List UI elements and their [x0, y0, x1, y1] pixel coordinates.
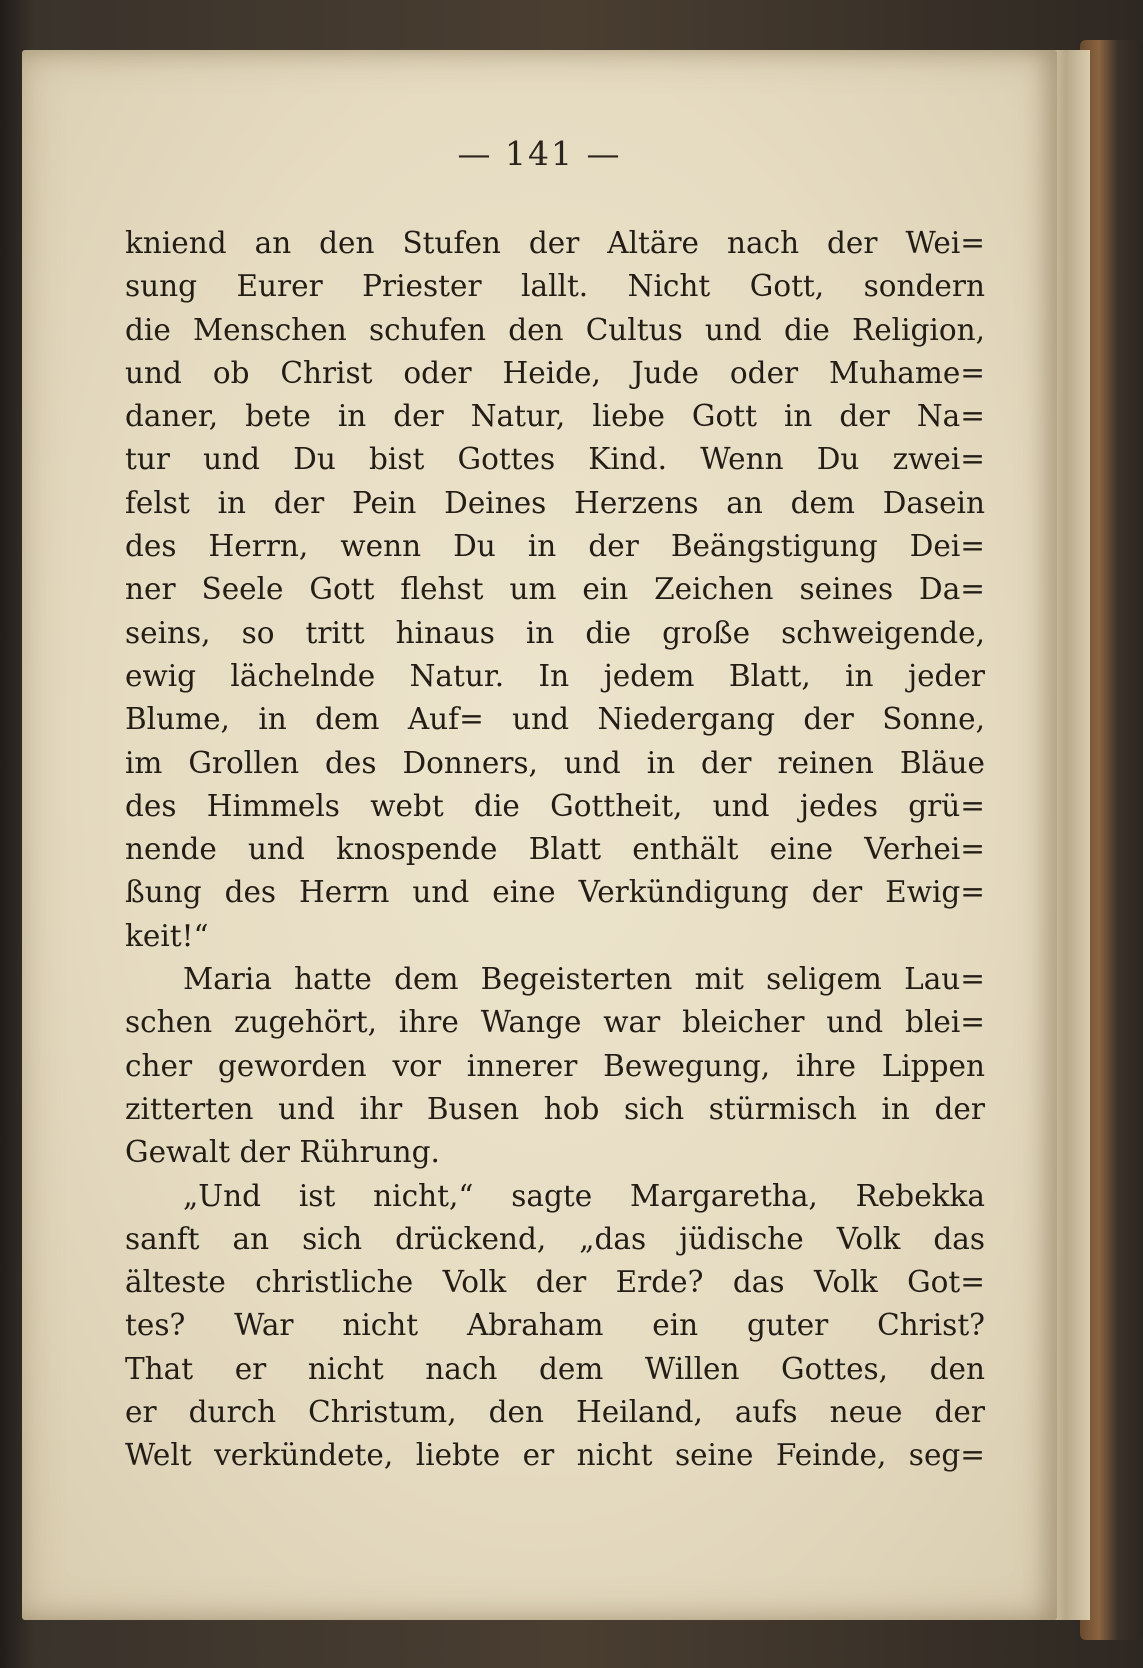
text-line: und ob Christ oder Heide, Jude oder Muhame=	[125, 355, 985, 390]
text-line: er durch Christum, den Heiland, aufs neue der	[125, 1395, 985, 1430]
text-line: zitterten und ihr Busen hob sich stürmisch in der	[125, 1091, 985, 1126]
text-line: felst in der Pein Deines Herzens an dem Dasein	[125, 485, 985, 520]
text-line: „Und ist nicht,“ sagte Margaretha, Rebekka	[183, 1178, 985, 1213]
text-line: sung Eurer Priester lallt. Nicht Gott, sondern	[125, 269, 985, 304]
text-line: seins, so tritt hinaus in die große schweigende,	[125, 615, 985, 650]
text-line: ewig lächelnde Natur. In jedem Blatt, in jeder	[125, 658, 985, 693]
text-line: Maria hatte dem Begeisterten mit seligem Lau=	[183, 962, 985, 997]
text-line: älteste christliche Volk der Erde? das Volk Got=	[125, 1265, 985, 1300]
text-line: daner, bete in der Natur, liebe Gott in der Na=	[125, 399, 985, 434]
text-line: die Menschen schufen den Cultus und die Religion,	[125, 312, 985, 347]
text-line: Welt verkündete, liebte er nicht seine Feinde, seg=	[125, 1438, 985, 1473]
text-line: des Herrn, wenn Du in der Beängstigung Dei=	[125, 529, 985, 564]
text-line: keit!“	[125, 918, 209, 953]
book-page	[22, 50, 1057, 1620]
text-line: kniend an den Stufen der Altäre nach der Wei=	[125, 226, 985, 260]
text-line: tes? War nicht Abraham ein guter Christ?	[125, 1308, 985, 1343]
text-line: Blume, in dem Auf= und Niedergang der Sonne,	[125, 702, 985, 737]
text-line: nende und knospende Blatt enthält eine Verhei=	[125, 832, 985, 867]
text-line: ner Seele Gott flehst um ein Zeichen seines Da=	[125, 572, 985, 607]
text-line: im Grollen des Donners, und in der reinen Bläue	[125, 745, 985, 780]
text-line: ßung des Herrn und eine Verkündigung der Ewig=	[125, 875, 985, 910]
text-line: tur und Du bist Gottes Kind. Wenn Du zwei=	[125, 442, 985, 477]
text-line: des Himmels webt die Gottheit, und jedes grü=	[125, 788, 985, 823]
text-line: cher geworden vor innerer Bewegung, ihre Lippen	[125, 1048, 985, 1083]
text-line: sanft an sich drückend, „das jüdische Volk das	[125, 1221, 985, 1256]
text-line: That er nicht nach dem Willen Gottes, den	[125, 1351, 985, 1386]
page-number: — 141 —	[457, 134, 622, 173]
body-text	[125, 222, 985, 1478]
text-line: schen zugehört, ihre Wange war bleicher und blei=	[125, 1005, 985, 1040]
text-line: Gewalt der Rührung.	[125, 1135, 440, 1170]
